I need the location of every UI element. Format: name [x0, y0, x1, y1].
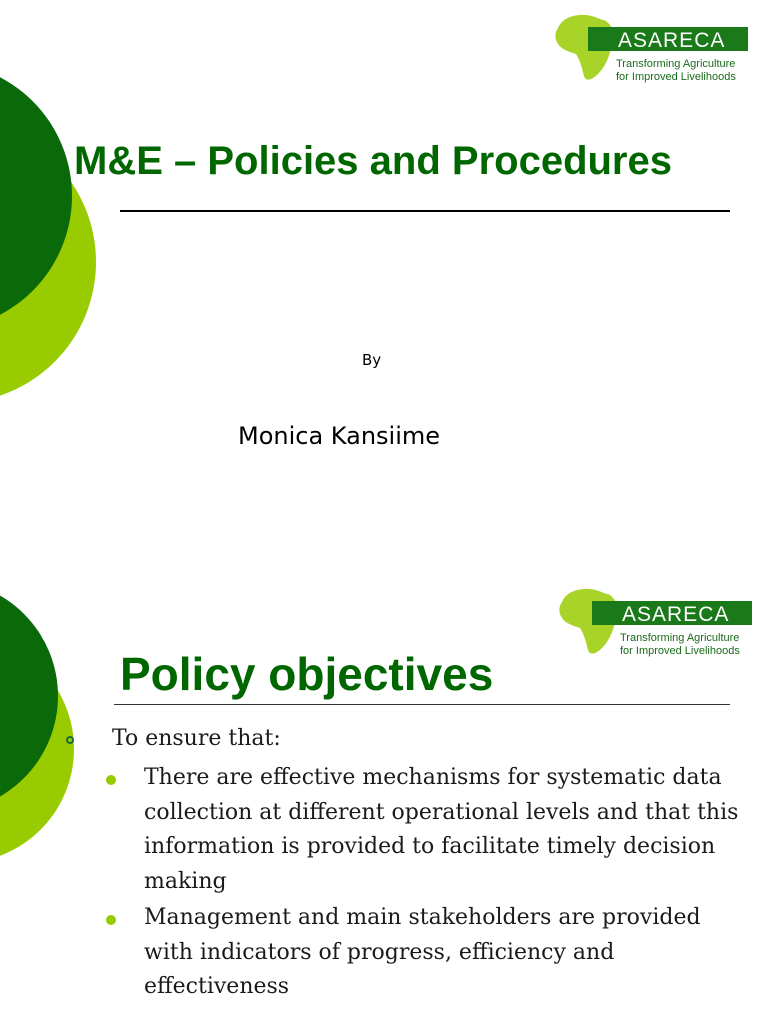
list-item — [104, 901, 744, 1005]
level1-text: To ensure that: — [112, 726, 281, 751]
asareca-logo — [552, 12, 752, 84]
hollow-circle-bullet-icon — [66, 736, 74, 744]
logo-brand: ASARECA — [622, 603, 730, 626]
slide-title: Policy objectives — [120, 648, 494, 700]
list-item — [104, 761, 744, 899]
bullet-list — [104, 761, 744, 1007]
bullet-dot-icon — [106, 775, 116, 785]
policy-objectives-slide — [0, 512, 768, 1024]
author-name: Monica Kansiime — [238, 422, 441, 450]
title-underline — [114, 704, 730, 705]
slide-title: M&E – Policies and Procedures — [74, 139, 672, 183]
bullet-dot-icon — [106, 915, 116, 925]
logo-brand: ASARECA — [618, 29, 726, 52]
title-underline — [120, 210, 730, 212]
logo-tagline-2: for Improved Livelihoods — [616, 71, 736, 83]
logo-tagline-2: for Improved Livelihoods — [620, 645, 740, 657]
list-item-text: There are effective mechanisms for systematic data collection at different operational levels and that this information is provided to facilitate timely decision making — [144, 765, 739, 894]
logo-tagline-1: Transforming Agriculture — [616, 58, 736, 70]
asareca-logo — [556, 586, 756, 658]
logo-tagline-1: Transforming Agriculture — [620, 632, 740, 644]
list-item-text: Management and main stakeholders are provided with indicators of progress, efficiency and effectiveness — [144, 905, 701, 999]
decorative-circles — [0, 0, 140, 512]
by-label: By — [362, 351, 382, 369]
